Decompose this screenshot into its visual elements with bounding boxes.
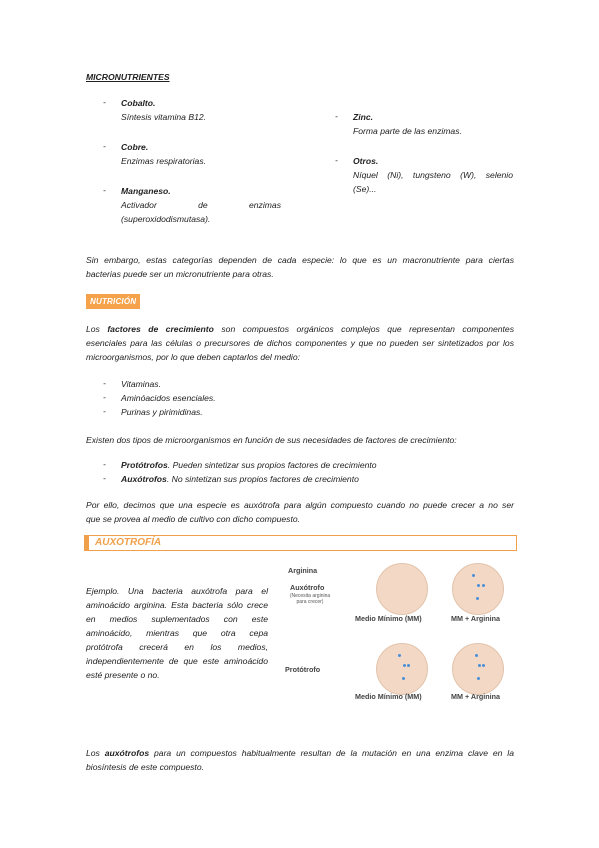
list-bullet: - — [335, 155, 338, 165]
final-line-1: Los auxótrofos para un compuestos habitualmente resultan de la mutación en una enzima clave en la — [86, 748, 515, 758]
term-factores-crecimiento: factores de crecimiento — [107, 324, 214, 334]
nutrient-name-otros: Otros. — [353, 156, 379, 166]
petri-dish-prototroph-mm — [376, 643, 428, 695]
colony-dot — [477, 584, 480, 587]
colony-dot — [403, 664, 406, 667]
colony-dot — [398, 654, 401, 657]
list-item-vitaminas: Vitaminas. — [121, 379, 161, 389]
conclusion-line-1: Por ello, decimos que una especie es auxótrofa para algún compuesto cuando no puede crecer a no ser — [86, 500, 514, 510]
petri-dish-auxotroph-mm-arginina — [452, 563, 504, 615]
list-bullet: - — [103, 185, 106, 195]
nutrient-name-cobre: Cobre. — [121, 142, 149, 152]
nutrient-desc-manganeso-line1: Activador de enzimas — [121, 200, 281, 210]
example-line-1: Ejemplo. Una bacteria auxótrofa para el — [86, 586, 268, 596]
figure-label-auxotrofo: Auxótrofo — [290, 583, 325, 592]
example-line-6: independientemente de que este aminoácido — [86, 656, 268, 666]
list-bullet: - — [103, 406, 106, 416]
list-bullet: - — [335, 111, 338, 121]
colony-dot — [472, 574, 475, 577]
colony-dot — [402, 677, 405, 680]
list-bullet: - — [103, 97, 106, 107]
list-item-aminoacidos: Aminóacidos esenciales. — [121, 393, 216, 403]
nutrient-desc-zinc: Forma parte de las enzimas. — [353, 126, 462, 136]
list-bullet: - — [103, 392, 106, 402]
plate-label-mm-1: Medio Mínimo (MM) — [355, 614, 422, 623]
nutrient-name-cobalto: Cobalto. — [121, 98, 156, 108]
figure-title-arginina: Arginina — [288, 566, 318, 575]
types-intro: Existen dos tipos de microorganismos en función de sus necesidades de factores de crecimiento: — [86, 435, 457, 445]
intro-line-1: Los factores de crecimiento son compuestos orgánicos complejos que representan componentes — [86, 324, 515, 334]
list-item-purinas: Purinas y pirimidinas. — [121, 407, 203, 417]
type-prototrofos: Protótrofos. Pueden sintetizar sus propios factores de crecimiento — [121, 460, 377, 470]
example-line-2: aminoácido arginina. Esta bacteria sólo crece — [86, 600, 268, 610]
note-line-2: bacterias puede ser un micronutriente para otras. — [86, 269, 274, 279]
section-title-auxotrofia: AUXOTROFÍA — [95, 537, 162, 548]
example-line-5: protótrofa crecerá en los medios, — [86, 642, 268, 652]
example-line-4: aminoácido, mientras que otra cepa — [86, 628, 268, 638]
intro-line-3: microorganismos, por lo que deben captarlos del medio: — [86, 352, 301, 362]
note-line-1: Sin embargo, estas categorías dependen de cada especie: lo que es un macronutriente para ciertas — [86, 255, 514, 265]
list-bullet: - — [103, 378, 106, 388]
petri-dish-auxotroph-mm — [376, 563, 428, 615]
nutrient-desc-cobre: Enzimas respiratorias. — [121, 156, 207, 166]
colony-dot — [475, 654, 478, 657]
colony-dot — [478, 664, 481, 667]
colony-dot — [476, 597, 479, 600]
nutrient-desc-otros-line2: (Se)... — [353, 184, 377, 194]
plate-label-mm-arginina-1: MM + Arginina — [451, 614, 501, 623]
type-auxotrofos: Auxótrofos. No sintetizan sus propios factores de crecimiento — [121, 474, 359, 484]
plate-label-mm-arginina-2: MM + Arginina — [451, 692, 501, 701]
intro-line-2: esenciales para las células o precursores de dichos componentes y que no pueden ser sintetizados por los — [86, 338, 514, 348]
section-heading-micronutrientes: MICRONUTRIENTES — [86, 72, 170, 82]
plate-label-mm-2: Medio Mínimo (MM) — [355, 692, 422, 701]
nutrient-name-zinc: Zinc. — [353, 112, 374, 122]
colony-dot — [477, 677, 480, 680]
list-bullet: - — [103, 459, 106, 469]
nutrient-name-manganeso: Manganeso. — [121, 186, 171, 196]
figure-note-auxotrofo: (Necesita arginina para crecer) — [289, 593, 331, 605]
example-line-7: esté presente o no. — [86, 670, 160, 680]
term-auxotrofos: auxótrofos — [104, 748, 150, 758]
conclusion-line-2: que se provea al medio de cultivo con dicho compuesto. — [86, 514, 301, 524]
figure-label-prototrofo: Protótrofo — [285, 665, 321, 674]
list-bullet: - — [103, 141, 106, 151]
nutrient-desc-cobalto: Síntesis vitamina B12. — [121, 112, 207, 122]
final-line-2: biosíntesis de este compuesto. — [86, 762, 204, 772]
petri-dish-prototroph-mm-arginina — [452, 643, 504, 695]
colony-dot — [482, 664, 485, 667]
colony-dot — [407, 664, 410, 667]
section-header-auxotrofia — [84, 535, 517, 551]
nutrient-desc-manganeso-line2: (superoxidodismutasa). — [121, 214, 211, 224]
nutrient-desc-otros-line1: Níquel (Ni), tungsteno (W), selenio — [353, 170, 513, 180]
colony-dot — [482, 584, 485, 587]
list-bullet: - — [103, 473, 106, 483]
example-line-3: en medios suplementados con este — [86, 614, 268, 624]
section-badge-nutricion: NUTRICIÓN — [86, 294, 140, 309]
